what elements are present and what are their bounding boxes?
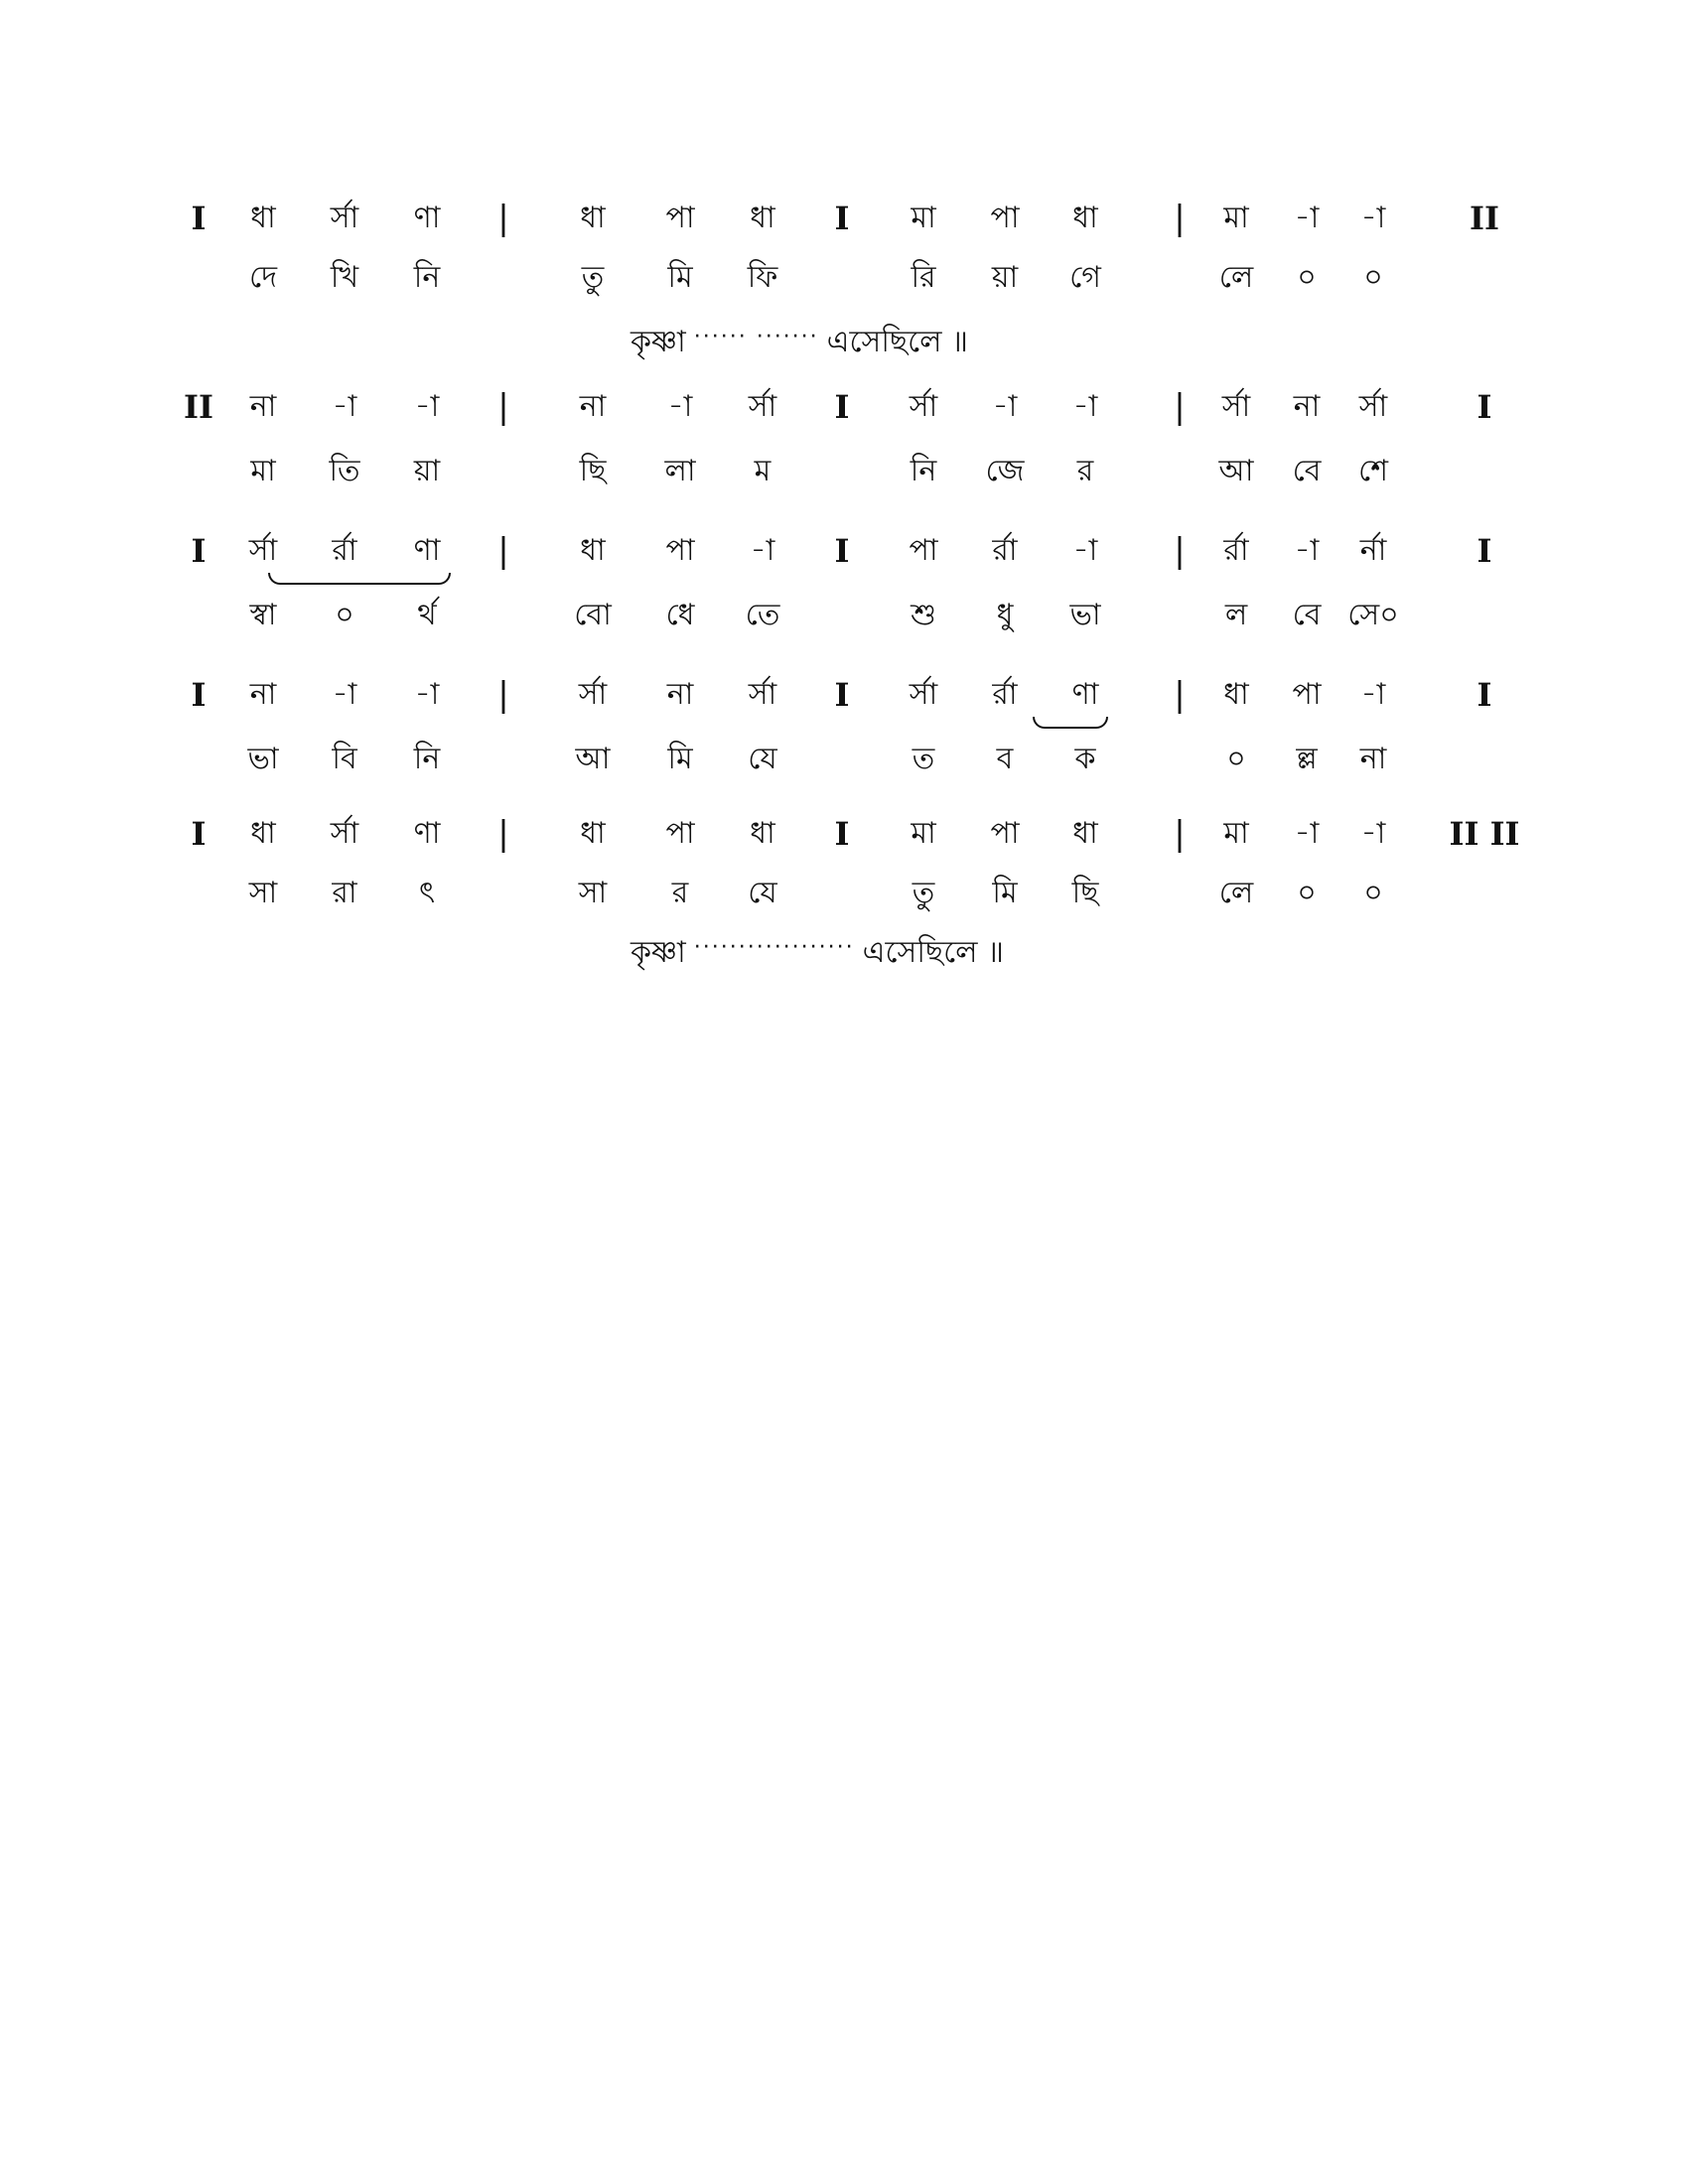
note-symbol: পা [665,533,695,568]
lyric-syllable: স্বা [249,598,277,632]
lyric-syllable: লে [1218,260,1254,295]
bar-line: I [191,200,207,237]
lyric-syllable: আ [575,742,611,776]
lyric-syllable: ০ [1297,876,1317,910]
note-symbol: মা [1223,816,1249,851]
note-symbol: র্রা [992,533,1018,568]
note-symbol: -া [1294,201,1320,235]
note-symbol: র্রা [1223,533,1249,568]
refrain-start: কৃষ্ণা [631,935,686,970]
note-symbol: -া [992,389,1018,424]
lyric-syllable: না [1359,742,1387,776]
bar-line: | [497,199,509,238]
lyric-syllable: যে [748,742,777,776]
bar-line: | [1174,814,1186,854]
lyric-syllable: নি [910,454,937,488]
note-symbol: -া [667,389,693,424]
note-symbol: -া [1072,533,1098,568]
bar-line: I [1477,676,1492,714]
bar-line: I [191,815,207,853]
lyric-syllable: রা [332,876,357,910]
bar-line: | [497,387,509,427]
refrain-end: এসেছিলে ॥ [826,325,969,359]
lyric-syllable: ০ [1363,260,1383,295]
note-symbol: -া [332,677,357,712]
note-symbol: মা [911,816,936,851]
lyric-syllable: ফি [747,260,778,295]
note-symbol: -া [414,677,440,712]
lyric-syllable: ল [1224,598,1248,632]
note-symbol: না [579,389,607,424]
refrain-line [631,318,968,362]
bar-line: | [1174,199,1186,238]
lyric-syllable: ৎ [418,876,436,910]
note-symbol: ণা [413,816,441,851]
bar-line: I [834,532,850,570]
note-symbol: না [1293,389,1321,424]
lyric-syllable: তি [329,454,360,488]
note-symbol: -া [1294,816,1320,851]
lyric-syllable: ম [754,454,772,488]
bar-line: I [834,200,850,237]
lyric-syllable: আ [1218,454,1254,488]
lyric-syllable: য়া [413,454,441,488]
note-symbol: পা [665,816,695,851]
note-symbol: র্সা [578,677,608,712]
lyric-syllable: লে [1218,876,1254,910]
refrain-end: এসেছিলে ॥ [862,935,1005,970]
lyric-syllable: শে [1358,454,1388,488]
note-symbol: ণা [413,201,441,235]
lyric-syllable: দে [249,260,277,295]
lyric-syllable: ০ [1297,260,1317,295]
notation-row [0,814,1688,864]
note-symbol: মা [1223,201,1249,235]
lyric-syllable: য়া [991,260,1019,295]
note-symbol: -া [750,533,775,568]
note-symbol: মা [911,201,936,235]
note-symbol: ধা [580,201,606,235]
bar-line: I [834,676,850,714]
bar-line: II [184,388,213,426]
notation-row [0,675,1688,725]
lyric-syllable: ০ [1363,876,1383,910]
note-symbol: র্সা [748,677,777,712]
bar-line: | [497,531,509,571]
note-symbol: -া [414,389,440,424]
note-symbol: ধা [1223,677,1249,712]
refrain-line [631,928,1004,973]
note-symbol: ধা [580,533,606,568]
bar-line: | [497,675,509,715]
lyric-syllable: র [1076,454,1094,488]
note-symbol: -া [1072,389,1098,424]
lyric-syllable: ০ [335,598,354,632]
note-symbol: ধা [580,816,606,851]
lyric-syllable: মা [250,454,276,488]
note-symbol: র্সা [248,533,278,568]
note-symbol: পা [990,816,1020,851]
lyric-syllable: শু [911,598,936,632]
bar-line: I [1477,388,1492,426]
lyric-syllable: রি [911,260,936,295]
note-symbol: পা [990,201,1020,235]
note-symbol: র্না [1359,533,1387,568]
lyric-syllable: তু [912,876,935,910]
note-symbol: ণা [1071,677,1099,712]
refrain-dots: ······ ······· [693,325,819,349]
lyric-syllable: ০ [1226,742,1246,776]
lyric-syllable: সা [578,876,608,910]
note-symbol: -া [1294,533,1320,568]
notation-row [0,387,1688,437]
lyric-syllable: র্থ [417,598,437,632]
slur-mark [268,573,451,585]
lyric-syllable: ছি [579,454,607,488]
note-symbol: ধা [750,816,775,851]
lyric-row [0,740,1688,789]
lyric-syllable: খি [330,260,359,295]
note-symbol: র্রা [992,677,1018,712]
lyric-syllable: মি [667,742,693,776]
note-symbol: র্সা [330,201,359,235]
note-symbol: র্সা [748,389,777,424]
note-symbol: ধা [1072,201,1098,235]
note-symbol: পা [665,201,695,235]
note-symbol: -া [1360,816,1386,851]
note-symbol: পা [909,533,938,568]
lyric-syllable: বে [1292,454,1322,488]
note-symbol: র্রা [332,533,357,568]
bar-line: I [191,676,207,714]
lyric-syllable: ত [912,742,935,776]
lyric-row [0,258,1688,308]
refrain-dots: ·················· [693,935,855,960]
lyric-syllable: নি [413,742,441,776]
lyric-syllable: ভা [247,742,279,776]
note-symbol: না [249,389,277,424]
bar-line: II II [1449,815,1520,853]
lyric-syllable: সা [248,876,278,910]
slur-mark [1033,717,1108,729]
note-symbol: -া [332,389,357,424]
lyric-syllable: মি [992,876,1018,910]
note-symbol: -া [1360,677,1386,712]
lyric-row [0,596,1688,645]
notation-row [0,199,1688,248]
lyric-row [0,452,1688,501]
lyric-syllable: ধে [665,598,695,632]
note-symbol: ধা [1072,816,1098,851]
lyric-syllable: তু [581,260,605,295]
lyric-syllable: ল্ল [1296,742,1318,776]
note-symbol: র্সা [909,389,938,424]
bar-line: I [1477,532,1492,570]
lyric-syllable: ব [996,742,1014,776]
lyric-syllable: ধু [996,598,1014,632]
note-symbol: ধা [250,201,276,235]
bar-line: | [497,814,509,854]
lyric-syllable: র [671,876,689,910]
note-symbol: ণা [413,533,441,568]
lyric-syllable: তে [745,598,780,632]
lyric-syllable: যে [748,876,777,910]
lyric-syllable: লা [664,454,696,488]
lyric-syllable: গে [1069,260,1101,295]
refrain-start: কৃষ্ণা [631,325,686,359]
note-symbol: -া [1360,201,1386,235]
lyric-syllable: ভা [1069,598,1101,632]
note-symbol: র্সা [1221,389,1251,424]
note-symbol: ধা [750,201,775,235]
note-symbol: র্সা [1358,389,1388,424]
bar-line: | [1174,675,1186,715]
lyric-syllable: বি [332,742,357,776]
bar-line: I [834,815,850,853]
lyric-syllable: ছি [1071,876,1099,910]
notation-row [0,531,1688,581]
lyric-syllable: বো [574,598,612,632]
bar-line: I [834,388,850,426]
note-symbol: র্সা [909,677,938,712]
lyric-syllable: জে [985,454,1025,488]
note-symbol: না [666,677,694,712]
note-symbol: র্সা [330,816,359,851]
bar-line: I [191,532,207,570]
lyric-syllable: মি [667,260,693,295]
lyric-syllable: নি [413,260,441,295]
lyric-syllable: বে [1292,598,1322,632]
lyric-syllable: ক [1074,742,1096,776]
bar-line: | [1174,387,1186,427]
lyric-row [0,874,1688,923]
note-symbol: পা [1292,677,1322,712]
lyric-syllable: সে০ [1347,598,1399,632]
bar-line: | [1174,531,1186,571]
note-symbol: ধা [250,816,276,851]
note-symbol: না [249,677,277,712]
bar-line: II [1470,200,1499,237]
